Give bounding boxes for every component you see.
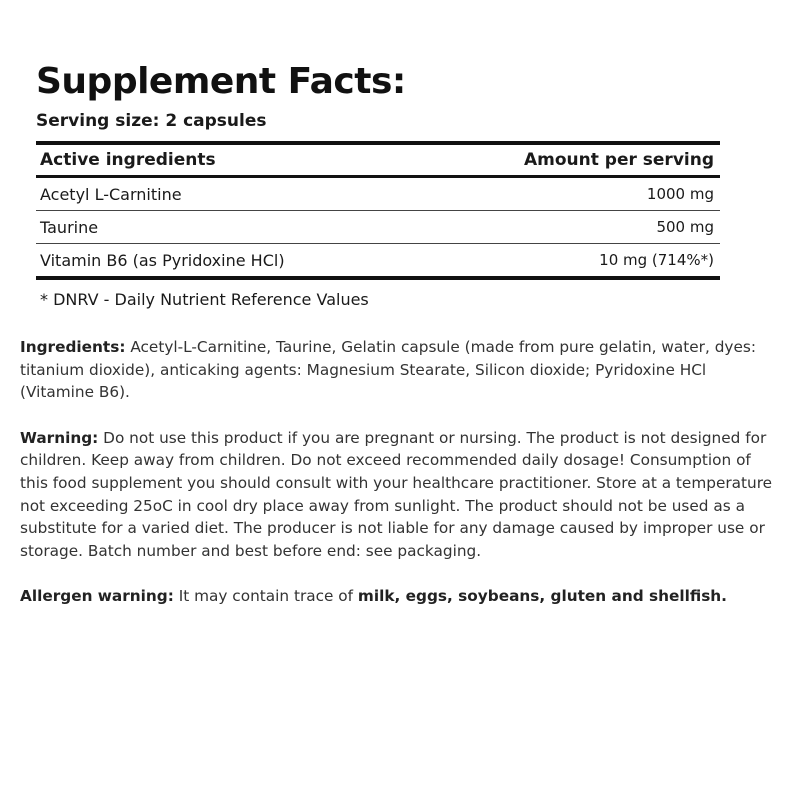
header-active-ingredients: Active ingredients bbox=[40, 150, 216, 170]
product-information bbox=[20, 336, 780, 631]
supplement-facts-panel bbox=[36, 60, 720, 310]
allergen-text: It may contain trace of bbox=[173, 587, 358, 606]
supplement-facts-title: Supplement Facts: bbox=[36, 61, 406, 102]
ingredient-amount: 1000 mg bbox=[646, 185, 714, 203]
facts-header-row bbox=[36, 145, 720, 175]
ingredient-name: Vitamin B6 (as Pyridoxine HCl) bbox=[40, 250, 285, 270]
ingredients-text: Acetyl-L-Carnitine, Taurine, Gelatin capsule (made from pure gelatin, water, dyes: titanium dioxide), anticaking agents: Magnesium Stearate, Silicon dioxide; Pyridoxine HCl (Vitamine B6). bbox=[20, 338, 756, 402]
ingredient-amount: 500 mg bbox=[656, 218, 714, 236]
allergen-label: Allergen warning: bbox=[20, 587, 174, 606]
facts-row bbox=[36, 211, 720, 243]
serving-size: Serving size: 2 capsules bbox=[36, 111, 267, 131]
facts-row bbox=[36, 178, 720, 210]
warning-paragraph bbox=[20, 427, 780, 563]
facts-row bbox=[36, 244, 720, 276]
header-amount-per-serving: Amount per serving bbox=[523, 150, 714, 170]
allergen-list: milk, eggs, soybeans, gluten and shellfish. bbox=[357, 587, 727, 606]
warning-text: Do not use this product if you are pregnant or nursing. The product is not designed for children. Keep away from children. Do not exceed recommended daily dosage! Consumption of this food supplement you should consult with your healthcare practitioner. Store at a temperature not exceeding 25oC in cool dry place away from sunlight. The product should not be used as a substitute for a varied diet. The producer is not liable for any damage caused by improper use or storage. Batch number and best before end: see packaging. bbox=[20, 428, 773, 560]
ingredient-amount: 10 mg (714%*) bbox=[599, 251, 714, 269]
bottom-rule bbox=[36, 276, 720, 280]
ingredient-name: Acetyl L-Carnitine bbox=[40, 184, 182, 204]
dnrv-footnote: * DNRV - Daily Nutrient Reference Values bbox=[40, 290, 369, 309]
allergen-paragraph bbox=[20, 585, 780, 608]
ingredients-label: Ingredients: bbox=[20, 338, 126, 356]
warning-label: Warning: bbox=[20, 428, 99, 447]
ingredients-paragraph bbox=[20, 336, 780, 404]
ingredient-name: Taurine bbox=[40, 217, 99, 237]
